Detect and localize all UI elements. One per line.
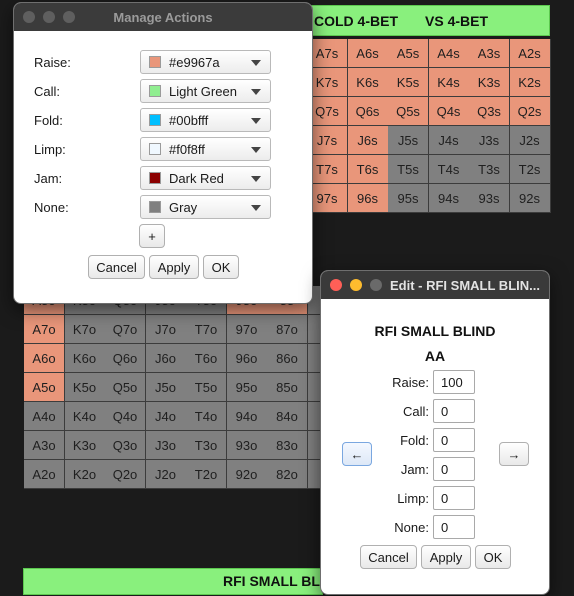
color-picker-dropdown[interactable] [140,195,271,219]
hand-cell[interactable]: A2s [510,39,551,68]
chevron-down-icon [251,89,261,95]
action-label: Fold: [400,433,429,448]
hand-cell[interactable]: K6o [65,344,106,373]
color-value: #e9967a [169,54,220,70]
hand-cell[interactable]: 95s [388,184,429,213]
hand-cell[interactable]: 87o [267,315,308,344]
hand-cell[interactable]: J7o [146,315,187,344]
hand-cell[interactable]: J6s [348,126,389,155]
chevron-down-icon [251,147,261,153]
hand-cell[interactable]: A7o [24,315,65,344]
hand-cell[interactable]: 97o [227,315,268,344]
hand-cell[interactable]: 96s [348,184,389,213]
hand-cell[interactable]: J2o [146,460,187,489]
tab-cold-4bet[interactable]: COLD 4-BET [314,13,398,29]
hand-cell[interactable]: J4s [429,126,470,155]
color-picker-dropdown[interactable] [140,137,271,161]
hand-cell[interactable]: A6o [24,344,65,373]
color-swatch [149,172,161,184]
color-value: Dark Red [169,170,224,186]
frequency-input[interactable]: 0 [433,399,475,423]
hand-cell[interactable]: Q3o [105,431,146,460]
close-icon[interactable] [23,11,35,23]
hand-cell[interactable]: T4o [186,402,227,431]
hand-cell[interactable]: T3o [186,431,227,460]
hand-cell[interactable]: Q7s [307,97,348,126]
action-label: Limp: [34,142,66,157]
frequency-input[interactable]: 0 [433,428,475,452]
hand-cell[interactable]: T6o [186,344,227,373]
hand-cell[interactable]: K3s [469,68,510,97]
ok-button[interactable]: OK [203,255,239,279]
hand-cell[interactable]: A6s [348,39,389,68]
color-value: #f0f8ff [169,141,205,157]
zoom-icon[interactable] [370,279,382,291]
color-value: Gray [169,199,198,215]
color-picker-dropdown[interactable] [140,50,271,74]
hand-cell[interactable]: 84o [267,402,308,431]
action-label: Jam: [34,171,63,186]
hand-cell[interactable]: K6s [348,68,389,97]
color-swatch [149,85,161,97]
hand-cell[interactable]: K2o [65,460,106,489]
hand-cell[interactable]: A4s [429,39,470,68]
hand-cell[interactable]: T5s [388,155,429,184]
manage-actions-titlebar [14,3,312,31]
hand-cell[interactable]: 93s [469,184,510,213]
hand-cell[interactable]: Q7o [105,315,146,344]
hand-cell[interactable]: J2s [510,126,551,155]
edit-titlebar [321,271,549,299]
color-swatch [149,143,161,155]
hand-cell[interactable]: T2s [510,155,551,184]
window-title: Edit - RFI SMALL BLIN... [390,277,540,293]
color-picker-dropdown[interactable] [140,79,271,103]
hand-cell[interactable]: Q2s [510,97,551,126]
action-label: Raise: [392,375,429,390]
hand-cell[interactable]: J3s [469,126,510,155]
hand-cell[interactable]: Q2o [105,460,146,489]
cancel-button[interactable]: Cancel [88,255,145,279]
ok-button[interactable]: OK [475,545,511,569]
chevron-down-icon [251,176,261,182]
hand-cell[interactable]: K2s [510,68,551,97]
add-action-button[interactable]: + [139,224,165,248]
minimize-icon[interactable] [43,11,55,23]
hand-cell[interactable]: K5o [65,373,106,402]
top-tab-bar [300,5,550,36]
edit-hand-window [320,270,550,595]
hand-cell[interactable]: T6s [348,155,389,184]
hand-cell[interactable]: K4o [65,402,106,431]
hand-cell[interactable]: 94s [429,184,470,213]
hand-cell[interactable]: A4o [24,402,65,431]
chevron-down-icon [251,118,261,124]
hand-cell[interactable]: Q4o [105,402,146,431]
hand-cell[interactable]: A5s [388,39,429,68]
hand-cell[interactable]: 83o [267,431,308,460]
hand-cell[interactable]: J6o [146,344,187,373]
hand-cell[interactable]: 96o [227,344,268,373]
previous-hand-button[interactable] [342,442,372,466]
chevron-down-icon [251,60,261,66]
hand-cell[interactable]: Q6s [348,97,389,126]
cancel-button[interactable]: Cancel [360,545,417,569]
bottom-tab-bar [23,568,323,595]
action-label: Raise: [34,55,71,70]
hand-cell[interactable]: T7s [307,155,348,184]
apply-button[interactable]: Apply [149,255,199,279]
frequency-input[interactable]: 0 [433,457,475,481]
hand-cell[interactable]: K3o [65,431,106,460]
edit-heading: RFI SMALL BLIND [374,323,496,339]
hand-cell[interactable]: Q6o [105,344,146,373]
frequency-input[interactable]: 100 [433,370,475,394]
hand-cell[interactable]: J7s [307,126,348,155]
hand-cell[interactable]: 86o [267,344,308,373]
hand-cell[interactable]: K5s [388,68,429,97]
action-label: None: [34,200,69,215]
action-label: Jam: [400,462,429,477]
action-label: Call: [402,404,429,419]
close-icon[interactable] [330,279,342,291]
color-value: #00bfff [169,112,209,128]
hand-cell[interactable]: A7s [307,39,348,68]
hand-cell[interactable]: A3o [24,431,65,460]
hand-cell[interactable]: Q5s [388,97,429,126]
color-swatch [149,201,161,213]
next-hand-button[interactable] [499,442,529,466]
frequency-input[interactable]: 0 [433,515,475,539]
hand-cell[interactable]: A3s [469,39,510,68]
hand-cell[interactable]: Q3s [469,97,510,126]
hand-cell[interactable]: 93o [227,431,268,460]
hand-cell[interactable]: Q4s [429,97,470,126]
minimize-icon[interactable] [350,279,362,291]
hand-cell[interactable]: T5o [186,373,227,402]
hand-cell[interactable]: 97s [307,184,348,213]
tab-vs-4bet[interactable]: VS 4-BET [425,13,489,29]
color-picker-dropdown[interactable] [140,166,271,190]
action-label: None: [394,520,429,535]
hand-cell[interactable]: T4s [429,155,470,184]
hand-cell[interactable]: 94o [227,402,268,431]
window-title: Manage Actions [113,9,213,25]
action-label: Fold: [34,113,63,128]
action-label: Limp: [397,491,429,506]
arrow-left-icon: ← [350,446,364,462]
hand-cell[interactable]: J5o [146,373,187,402]
action-label: Call: [34,84,61,99]
hand-cell[interactable]: T2o [186,460,227,489]
hand-cell[interactable]: K7s [307,68,348,97]
hand-cell[interactable]: K4s [429,68,470,97]
hand-cell[interactable]: K7o [65,315,106,344]
hand-cell[interactable]: 82o [267,460,308,489]
hand-cell[interactable]: J5s [388,126,429,155]
hand-label: AA [424,348,446,364]
hand-cell[interactable]: 85o [267,373,308,402]
tab-rfi-small-blind[interactable]: RFI SMALL BL [223,573,320,589]
hand-cell[interactable]: 92o [227,460,268,489]
hand-cell[interactable]: J4o [146,402,187,431]
apply-button[interactable]: Apply [421,545,471,569]
hand-cell[interactable]: T3s [469,155,510,184]
hand-cell[interactable]: J3o [146,431,187,460]
hand-cell[interactable]: A5o [24,373,65,402]
manage-actions-window [13,2,313,304]
color-swatch [149,56,161,68]
color-value: Light Green [169,83,237,99]
hand-cell[interactable]: T7o [186,315,227,344]
hand-cell[interactable]: 95o [227,373,268,402]
arrow-right-icon: → [507,446,521,462]
hand-cell[interactable]: A2o [24,460,65,489]
hand-cell[interactable]: 92s [510,184,551,213]
color-swatch [149,114,161,126]
zoom-icon[interactable] [63,11,75,23]
frequency-input[interactable]: 0 [433,486,475,510]
hand-cell[interactable]: Q5o [105,373,146,402]
color-picker-dropdown[interactable] [140,108,271,132]
chevron-down-icon [251,205,261,211]
